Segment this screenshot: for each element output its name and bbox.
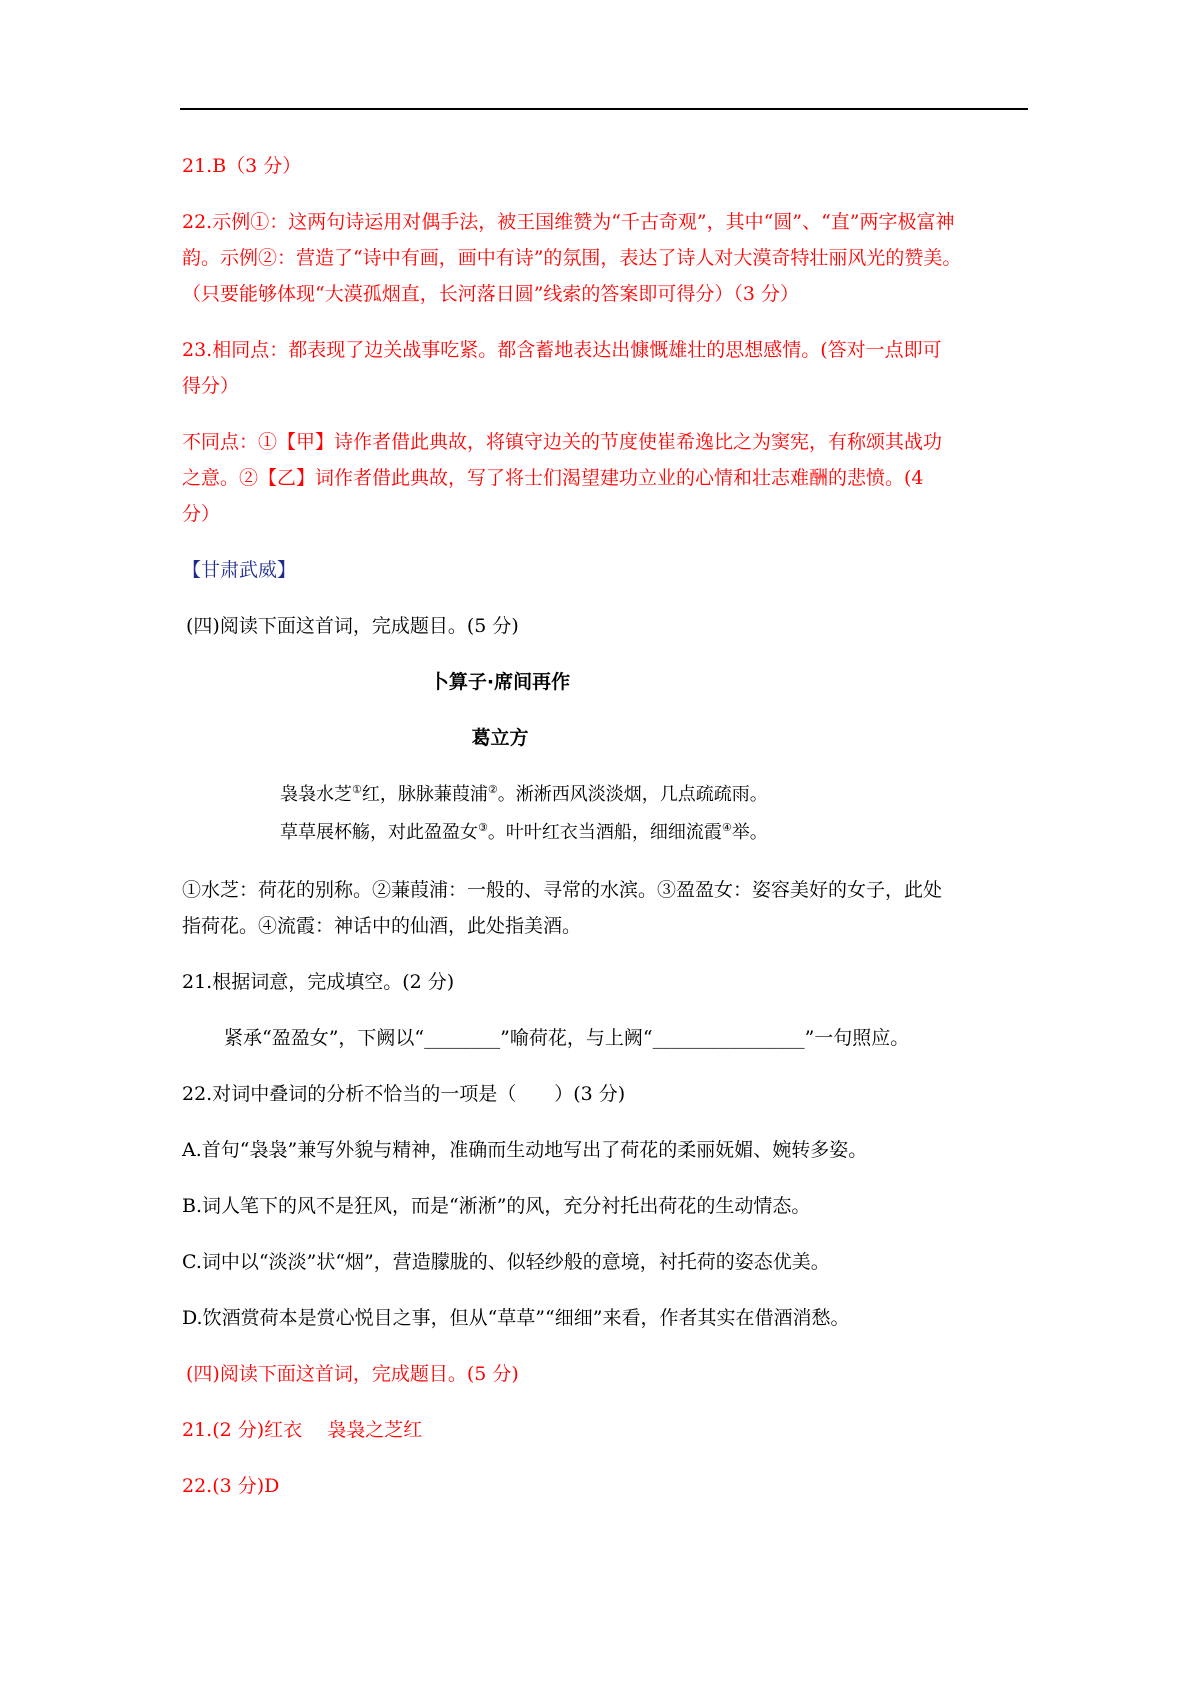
question-22: 22.对词中叠词的分析不恰当的一项是（ ）(3 分) xyxy=(182,1083,626,1105)
poem-text: 。淅淅西风淡淡烟，几点疏疏雨。 xyxy=(497,784,768,805)
answer-22-line1: 22.示例①：这两句诗运用对偶手法，被王国维赞为“千古奇观”，其中“圆”、“直”两字极富神 xyxy=(182,211,955,233)
answer-23-line2: 得分） xyxy=(182,375,240,397)
poem-text: 举。 xyxy=(731,822,768,843)
answer-21: 21.B（3 分） xyxy=(182,155,302,177)
answer-23b-line3: 分） xyxy=(182,503,221,525)
poem-text: 袅袅水芝 xyxy=(280,784,352,805)
notes-line2: 指荷花。④流霞：神话中的仙酒，此处指美酒。 xyxy=(182,915,582,937)
notes-line1: ①水芝：荷花的别称。②蒹葭浦：一般的、寻常的水滨。③盈盈女：姿容美好的女子，此处 xyxy=(182,879,943,901)
poem-line-1 xyxy=(280,772,768,813)
option-b: B.词人笔下的风不是狂风，而是“淅淅”的风，充分衬托出荷花的生动情态。 xyxy=(182,1195,811,1217)
poem-line-2 xyxy=(280,810,768,851)
answer-23-line1: 23.相同点：都表现了边关战事吃紧。都含蓄地表达出慷慨雄壮的思想感情。(答对一点即可 xyxy=(182,339,942,361)
answer-22-line2: 韵。示例②：营造了“诗中有画，画中有诗”的氛围，表达了诗人对大漠奇特壮丽风光的赞美。 xyxy=(182,247,962,269)
header-rule xyxy=(180,108,1028,110)
footnote-mark: ④ xyxy=(721,821,732,834)
option-a: A.首句“袅袅”兼写外貌与精神，准确而生动地写出了荷花的柔丽妩媚、婉转多姿。 xyxy=(182,1139,868,1161)
footnote-mark: ① xyxy=(352,783,362,796)
poem-title: 卜算子·席间再作 xyxy=(429,671,571,693)
footnote-mark: ③ xyxy=(478,821,488,834)
question-21-fill: 紧承“盈盈女”，下阙以“________”喻荷花，与上阙“________________”一句照应。 xyxy=(224,1027,910,1049)
region-label: 【甘肃武威】 xyxy=(182,559,297,581)
option-d: D.饮酒赏荷本是赏心悦目之事，但从“草草”“细细”来看，作者其实在借酒消愁。 xyxy=(182,1307,850,1329)
answer-b-22: 22.(3 分)D xyxy=(182,1475,280,1497)
answer-23b-line1: 不同点：①【甲】诗作者借此典故，将镇守边关的节度使崔希逸比之为窦宪，有称颂其战功 xyxy=(182,431,943,453)
option-c: C.词中以“淡淡”状“烟”，营造朦胧的、似轻纱般的意境，衬托荷的姿态优美。 xyxy=(182,1251,830,1273)
poem-text: 草草展杯觞，对此盈盈女 xyxy=(280,822,478,843)
answer-b-21: 21.(2 分)红衣 袅袅之芝红 xyxy=(182,1419,423,1441)
poem-text: 红，脉脉蒹葭浦 xyxy=(361,784,488,805)
poem-text: 。叶叶红衣当酒船，细细流霞 xyxy=(487,822,722,843)
section-intro: (四)阅读下面这首词，完成题目。(5 分) xyxy=(186,615,519,637)
footnote-mark: ② xyxy=(487,783,498,796)
answer-23b-line2: 之意。②【乙】词作者借此典故，写了将士们渴望建功立业的心情和壮志难酬的悲愤。(4 xyxy=(182,467,924,489)
question-21: 21.根据词意，完成填空。(2 分) xyxy=(182,971,455,993)
answers-intro: (四)阅读下面这首词，完成题目。(5 分) xyxy=(186,1363,519,1385)
poem-author: 葛立方 xyxy=(471,727,529,749)
answer-22-line3: （只要能够体现“大漠孤烟直，长河落日圆”线索的答案即可得分）（3 分） xyxy=(182,283,800,305)
